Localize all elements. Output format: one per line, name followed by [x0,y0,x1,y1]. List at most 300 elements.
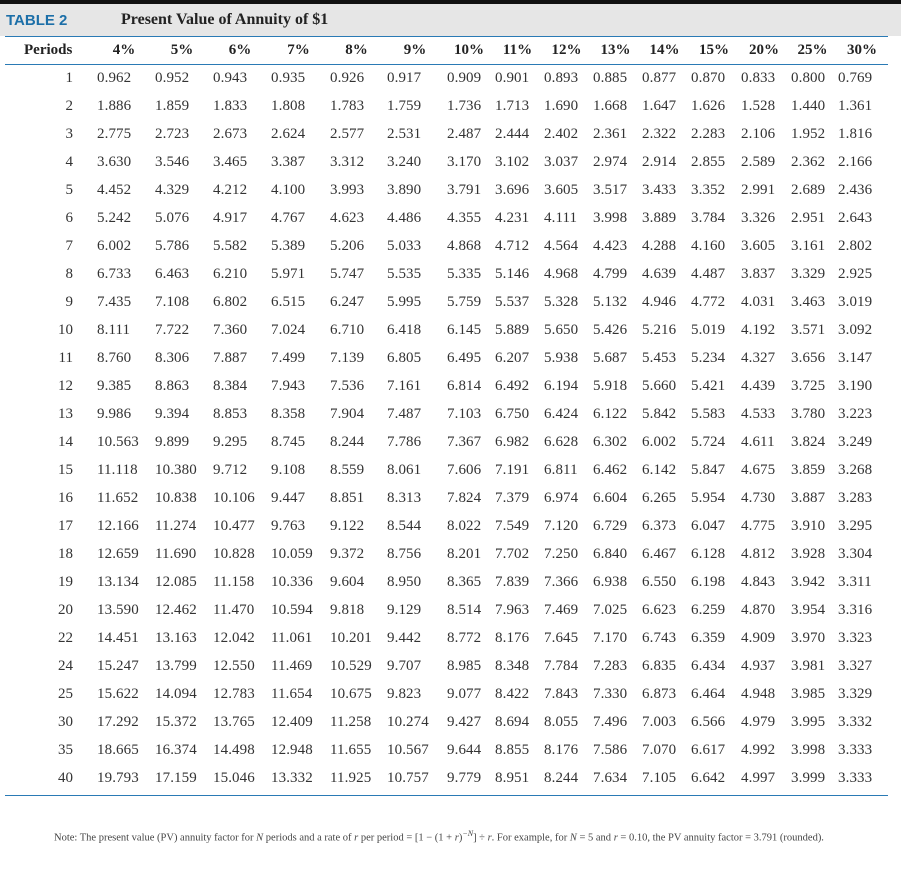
note-var-r: r [454,832,459,844]
factor-cell: 4.355 [447,209,482,226]
factor-cell: 7.904 [330,405,365,422]
factor-cell: 4.487 [691,265,726,282]
note-text: Note: The present value (PV) annuity factor for [54,832,257,844]
factor-cell: 9.442 [387,629,422,646]
factor-cell: 6.938 [593,573,628,590]
factor-cell: 3.784 [691,209,726,226]
factor-cell: 11.118 [97,461,138,478]
factor-cell: 3.696 [495,181,530,198]
factor-cell: 7.469 [544,601,579,618]
period-cell: 16 [58,489,73,506]
factor-cell: 12.462 [155,601,197,618]
table-row [5,64,888,92]
factor-cell: 3.887 [791,489,826,506]
note-var-n: N [256,832,264,844]
factor-cell: 7.786 [387,433,422,450]
factor-cell: 5.582 [213,237,248,254]
factor-cell: 3.147 [838,349,873,366]
factor-cell: 11.158 [213,573,255,590]
factor-cell: 5.995 [387,293,422,310]
period-cell: 22 [58,629,73,646]
rate-column-header: 11% [502,42,533,58]
factor-cell: 13.332 [271,769,313,786]
note-text: ] ÷ [473,832,488,844]
rate-column-header: 7% [287,42,310,58]
factor-cell: 4.564 [544,237,579,254]
factor-cell: 11.652 [97,489,139,506]
factor-cell: 9.108 [271,461,306,478]
factor-cell: 7.536 [330,377,365,394]
factor-cell: 6.128 [691,545,726,562]
factor-cell: 2.166 [838,153,873,170]
factor-cell: 6.247 [330,293,365,310]
factor-cell: 10.675 [330,685,372,702]
rate-column-header: 4% [112,42,136,58]
factor-cell: 9.295 [213,433,248,450]
factor-cell: 7.366 [544,573,579,590]
factor-cell: 2.589 [741,153,776,170]
factor-cell: 0.833 [741,69,776,86]
factor-cell: 12.085 [155,573,197,590]
note-text: = 5 and [576,832,614,844]
factor-cell: 3.998 [791,741,826,758]
factor-cell: 17.159 [155,769,197,786]
factor-cell: 8.111 [97,321,131,338]
factor-cell: 6.492 [495,377,530,394]
factor-cell: 4.917 [213,209,248,226]
factor-cell: 6.566 [691,713,726,730]
factor-cell: 3.240 [387,153,422,170]
factor-cell: 10.563 [97,433,139,450]
factor-cell: 2.991 [741,181,776,198]
factor-cell: 1.647 [642,97,677,114]
factor-cell: 5.242 [97,209,132,226]
factor-cell: 3.725 [791,377,826,394]
factor-cell: 5.076 [155,209,190,226]
factor-cell: 4.439 [741,377,776,394]
factor-cell: 7.586 [593,741,628,758]
table-row [5,148,888,176]
factor-cell: 3.954 [791,601,826,618]
factor-cell: 3.312 [330,153,365,170]
factor-cell: 6.259 [691,601,726,618]
factor-cell: 6.495 [447,349,482,366]
factor-cell: 2.689 [791,181,826,198]
factor-cell: 18.665 [97,741,139,758]
factor-cell: 10.201 [330,629,372,646]
factor-cell: 3.283 [838,489,873,506]
factor-cell: 4.423 [593,237,628,254]
factor-cell: 10.567 [387,741,429,758]
factor-cell: 7.496 [593,713,628,730]
factor-cell: 8.306 [155,349,190,366]
factor-cell: 6.462 [593,461,628,478]
table-row [5,736,888,764]
factor-cell: 2.775 [97,125,132,142]
factor-cell: 4.100 [271,181,306,198]
note-var-r: r [613,832,618,844]
factor-cell: 4.968 [544,265,579,282]
factor-cell: 8.745 [271,433,306,450]
factor-cell: 9.122 [330,517,365,534]
factor-cell: 7.191 [495,461,530,478]
factor-cell: 6.811 [544,461,578,478]
factor-cell: 9.823 [387,685,422,702]
factor-cell: 6.265 [642,489,677,506]
title-bar [0,4,901,36]
period-cell: 18 [58,545,73,562]
factor-cell: 8.559 [330,461,365,478]
factor-cell: 3.985 [791,685,826,702]
factor-cell: 11.655 [330,741,372,758]
factor-cell: 4.946 [642,293,677,310]
factor-cell: 3.304 [838,545,873,562]
factor-cell: 6.604 [593,489,628,506]
factor-cell: 1.808 [271,97,306,114]
factor-cell: 6.873 [642,685,677,702]
factor-cell: 3.170 [447,153,482,170]
factor-cell: 6.002 [642,433,677,450]
factor-cell: 11.470 [213,601,255,618]
factor-cell: 7.887 [213,349,248,366]
factor-cell: 4.452 [97,181,132,198]
factor-cell: 6.805 [387,349,422,366]
factor-cell: 7.435 [97,293,132,310]
factor-cell: 1.759 [387,97,422,114]
factor-cell: 2.444 [495,125,530,142]
factor-cell: 5.234 [691,349,726,366]
factor-cell: 3.190 [838,377,873,394]
factor-cell: 0.769 [838,69,873,86]
note-text: periods and a rate of [263,832,355,844]
factor-cell: 1.668 [593,97,628,114]
factor-cell: 3.326 [741,209,776,226]
rate-column-header: 5% [170,42,194,58]
period-cell: 4 [65,153,73,170]
factor-cell: 7.283 [593,657,628,674]
note-text: ) [458,832,463,844]
factor-cell: 3.019 [838,293,873,310]
factor-cell: 3.605 [544,181,579,198]
factor-cell: 3.995 [791,713,826,730]
table-label: TABLE 2 [6,12,68,29]
factor-cell: 3.859 [791,461,826,478]
factor-cell: 7.824 [447,489,482,506]
factor-cell: 9.986 [97,405,132,422]
factor-cell: 6.424 [544,405,579,422]
factor-cell: 3.571 [791,321,826,338]
factor-cell: 4.909 [741,629,776,646]
factor-cell: 6.733 [97,265,132,282]
rate-column-header: 15% [699,42,729,58]
note-text: . For example, for [491,832,570,844]
rate-column-header: 20% [749,42,779,58]
factor-cell: 10.828 [213,545,255,562]
factor-cell: 3.824 [791,433,826,450]
factor-cell: 5.759 [447,293,482,310]
factor-cell: 2.855 [691,153,726,170]
table-row [5,512,888,540]
factor-cell: 7.024 [271,321,306,338]
factor-cell: 5.535 [387,265,422,282]
factor-cell: 5.132 [593,293,628,310]
factor-cell: 5.747 [330,265,365,282]
factor-cell: 9.644 [447,741,482,758]
factor-cell: 1.713 [495,97,530,114]
factor-cell: 3.970 [791,629,826,646]
factor-cell: 6.122 [593,405,628,422]
factor-cell: 12.659 [97,545,139,562]
factor-cell: 6.835 [642,657,677,674]
factor-cell: 1.626 [691,97,726,114]
factor-cell: 9.818 [330,601,365,618]
factor-cell: 13.134 [97,573,139,590]
factor-cell: 0.909 [447,69,482,86]
factor-cell: 3.333 [838,741,873,758]
factor-cell: 10.274 [387,713,429,730]
period-cell: 2 [65,97,73,114]
factor-cell: 8.760 [97,349,132,366]
factor-cell: 1.690 [544,97,579,114]
factor-cell: 0.893 [544,69,579,86]
factor-cell: 4.327 [741,349,776,366]
factor-cell: 5.583 [691,405,726,422]
factor-cell: 10.059 [271,545,313,562]
note-text: per period = [1 − (1 + [358,832,455,844]
factor-cell: 7.161 [387,377,422,394]
factor-cell: 8.055 [544,713,579,730]
factor-cell: 3.981 [791,657,826,674]
factor-cell: 4.937 [741,657,776,674]
factor-cell: 4.533 [741,405,776,422]
factor-cell: 3.999 [791,769,826,786]
table-row [5,596,888,624]
factor-cell: 9.604 [330,573,365,590]
period-cell: 20 [58,601,73,618]
factor-cell: 8.772 [447,629,482,646]
factor-cell: 2.361 [593,125,628,142]
factor-cell: 13.590 [97,601,139,618]
factor-cell: 7.784 [544,657,579,674]
table-row [5,372,888,400]
factor-cell: 1.361 [838,97,873,114]
period-cell: 13 [58,405,73,422]
factor-cell: 8.176 [544,741,579,758]
factor-cell: 3.889 [642,209,677,226]
factor-cell: 3.465 [213,153,248,170]
factor-cell: 3.998 [593,209,628,226]
factor-cell: 1.886 [97,97,132,114]
factor-cell: 6.623 [642,601,677,618]
table-row [5,708,888,736]
factor-cell: 14.094 [155,685,197,702]
factor-cell: 1.833 [213,97,248,114]
factor-cell: 11.469 [271,657,313,674]
period-cell: 3 [65,125,73,142]
factor-cell: 9.385 [97,377,132,394]
factor-cell: 5.328 [544,293,579,310]
factor-cell: 6.802 [213,293,248,310]
factor-cell: 13.765 [213,713,255,730]
factor-cell: 5.033 [387,237,422,254]
factor-cell: 9.372 [330,545,365,562]
factor-cell: 1.952 [791,125,826,142]
factor-cell: 4.329 [155,181,190,198]
factor-cell: 5.687 [593,349,628,366]
factor-cell: 8.384 [213,377,248,394]
rate-column-header: 30% [847,42,877,58]
factor-cell: 8.365 [447,573,482,590]
factor-cell: 6.194 [544,377,579,394]
factor-cell: 7.843 [544,685,579,702]
factor-cell: 7.139 [330,349,365,366]
table-row [5,344,888,372]
factor-cell: 7.722 [155,321,190,338]
factor-cell: 16.374 [155,741,197,758]
factor-cell: 7.105 [642,769,677,786]
note-var-n: N [569,832,577,844]
factor-cell: 2.624 [271,125,306,142]
factor-cell: 13.163 [155,629,197,646]
rate-column-header: 25% [797,42,828,58]
factor-cell: 6.047 [691,517,726,534]
table-row [5,92,888,120]
factor-cell: 14.498 [213,741,255,758]
period-cell: 1 [65,69,73,86]
period-cell: 8 [65,265,73,282]
period-cell: 35 [58,741,73,758]
factor-cell: 3.092 [838,321,873,338]
factor-cell: 9.779 [447,769,482,786]
factor-cell: 6.142 [642,461,677,478]
factor-cell: 3.928 [791,545,826,562]
factor-cell: 3.656 [791,349,826,366]
factor-cell: 8.244 [544,769,579,786]
factor-cell: 11.654 [271,685,313,702]
factor-cell: 3.463 [791,293,826,310]
factor-cell: 10.106 [213,489,255,506]
factor-cell: 3.311 [838,573,872,590]
factor-cell: 5.954 [691,489,726,506]
factor-cell: 4.772 [691,293,726,310]
factor-cell: 5.918 [593,377,628,394]
factor-cell: 8.358 [271,405,306,422]
factor-cell: 10.594 [271,601,313,618]
factor-cell: 9.447 [271,489,306,506]
factor-cell: 0.926 [330,69,365,86]
factor-cell: 12.948 [271,741,313,758]
period-cell: 6 [65,209,73,226]
factor-cell: 7.943 [271,377,306,394]
table-row [5,176,888,204]
factor-cell: 7.330 [593,685,628,702]
factor-cell: 4.486 [387,209,422,226]
factor-cell: 8.514 [447,601,482,618]
factor-cell: 5.421 [691,377,726,394]
period-cell: 12 [58,377,73,394]
factor-cell: 3.268 [838,461,873,478]
period-cell: 25 [58,685,73,702]
factor-cell: 5.889 [495,321,530,338]
factor-cell: 4.870 [741,601,776,618]
factor-cell: 12.166 [97,517,139,534]
factor-cell: 3.249 [838,433,873,450]
period-cell: 40 [58,769,73,786]
factor-cell: 3.295 [838,517,873,534]
factor-cell: 7.103 [447,405,482,422]
factor-cell: 4.868 [447,237,482,254]
factor-cell: 15.622 [97,685,139,702]
factor-cell: 5.389 [271,237,306,254]
factor-cell: 1.783 [330,97,365,114]
factor-cell: 3.433 [642,181,677,198]
period-cell: 14 [58,433,73,450]
factor-cell: 3.910 [791,517,826,534]
factor-cell: 2.914 [642,153,677,170]
factor-cell: 7.634 [593,769,628,786]
factor-cell: 3.332 [838,713,873,730]
factor-cell: 6.418 [387,321,422,338]
factor-cell: 3.323 [838,629,873,646]
factor-cell: 10.477 [213,517,255,534]
factor-cell: 7.367 [447,433,482,450]
factor-cell: 2.106 [741,125,776,142]
table-row [5,204,888,232]
factor-cell: 8.201 [447,545,482,562]
table-row [5,288,888,316]
factor-cell: 0.952 [155,69,190,86]
factor-cell: 6.617 [691,741,726,758]
period-cell: 11 [58,349,73,366]
table-row [5,680,888,708]
factor-cell: 5.847 [691,461,726,478]
factor-cell: 7.170 [593,629,628,646]
table-row [5,652,888,680]
factor-cell: 2.802 [838,237,873,254]
period-cell: 7 [65,237,73,254]
factor-cell: 8.863 [155,377,190,394]
factor-cell: 10.336 [271,573,313,590]
factor-cell: 4.948 [741,685,776,702]
factor-cell: 5.146 [495,265,530,282]
table-row [5,232,888,260]
factor-cell: 6.198 [691,573,726,590]
factor-cell: 6.467 [642,545,677,562]
factor-cell: 2.723 [155,125,190,142]
factor-cell: 4.775 [741,517,776,534]
factor-cell: 5.786 [155,237,190,254]
factor-cell: 2.643 [838,209,873,226]
factor-cell: 4.192 [741,321,776,338]
factor-cell: 5.842 [642,405,677,422]
factor-cell: 8.422 [495,685,530,702]
factor-cell: 0.901 [495,69,530,86]
factor-cell: 6.974 [544,489,579,506]
period-cell: 10 [58,321,73,338]
factor-cell: 5.216 [642,321,677,338]
factor-cell: 10.529 [330,657,372,674]
factor-cell: 2.577 [330,125,365,142]
factor-cell: 9.129 [387,601,422,618]
rate-column-header: 8% [345,42,368,58]
factor-cell: 3.605 [741,237,776,254]
factor-cell: 3.329 [791,265,826,282]
factor-cell: 12.042 [213,629,255,646]
table-body [5,64,888,792]
factor-cell: 4.812 [741,545,776,562]
table-row [5,120,888,148]
period-cell: 17 [58,517,73,534]
